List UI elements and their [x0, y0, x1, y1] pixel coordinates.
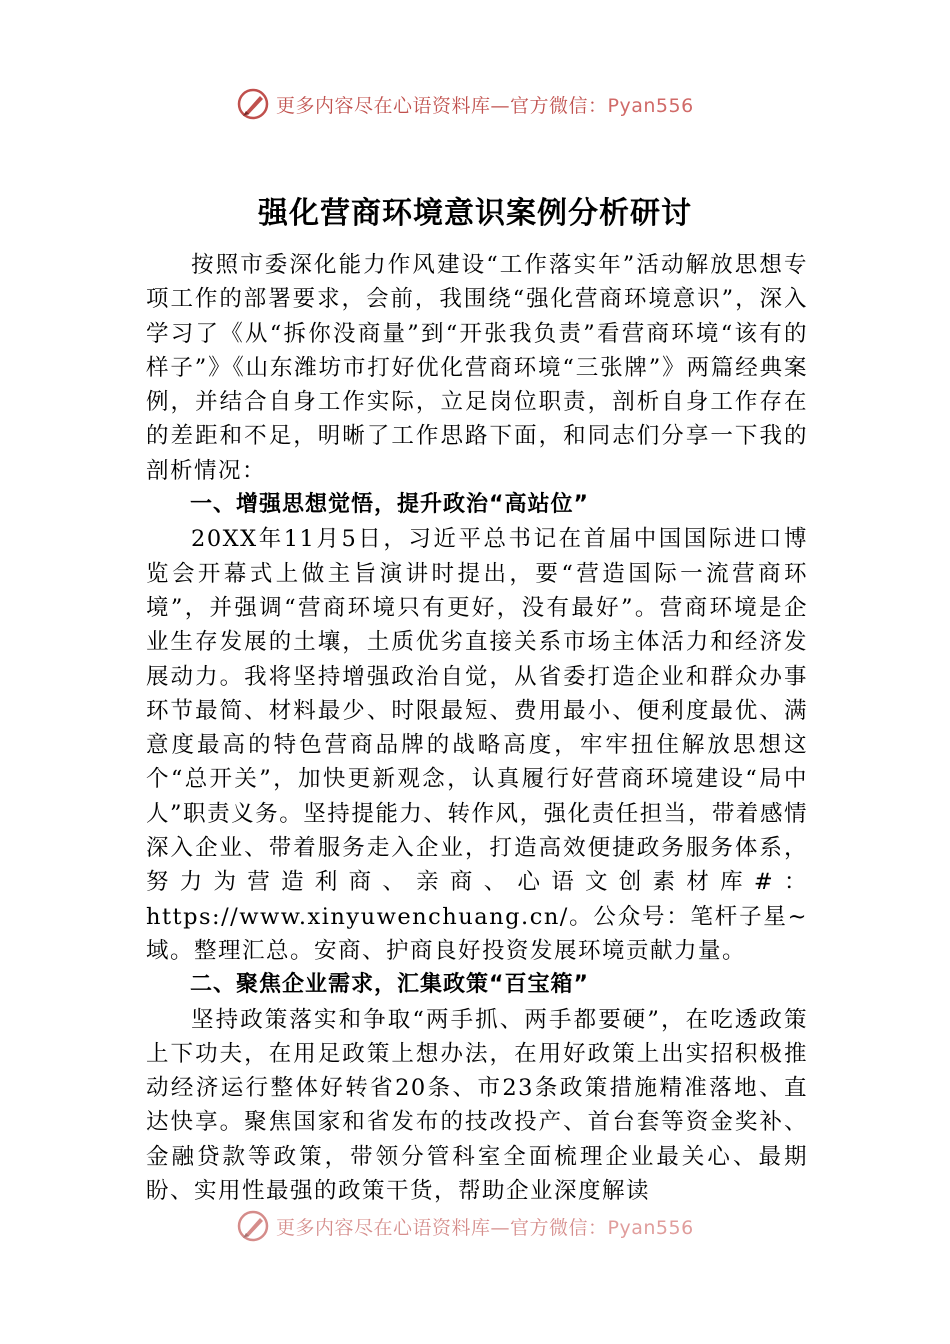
- section-1-heading: 一、增强思想觉悟，提升政治“高站位”: [190, 492, 589, 518]
- header-banner: [236, 86, 694, 122]
- banner-label: 更多内容尽在心语资料库—官方微信：: [276, 94, 608, 117]
- footer-banner: [236, 1208, 694, 1244]
- quill-pen-logo-icon: [236, 1209, 270, 1243]
- banner-label: 更多内容尽在心语资料库—官方微信：: [276, 1216, 608, 1239]
- intro-paragraph: 按照市委深化能力作风建设“工作落实年”活动解放思想专项工作的部署要求，会前，我围绕“强化营商环境意识”，深入学习了《从“拆你没商量”到“开张我负责”看营商环境“该有的样子”》《山东潍坊市打好优化营商环境“三张牌”》两篇经典案例，并结合自身工作实际，立足岗位职责，剖析自身工作存在的差距和不足，明晰了工作思路下面，和同志们分享一下我的剖析情况：: [146, 252, 808, 484]
- document-body: [146, 248, 808, 1208]
- banner-text: [276, 91, 694, 118]
- document-title: 强化营商环境意识案例分析研讨: [258, 196, 692, 231]
- quill-pen-logo-icon: [236, 87, 270, 121]
- banner-wechat-id: Pyan556: [607, 1216, 694, 1239]
- banner-text: [276, 1213, 694, 1240]
- section-1-paragraph: 20XX年11月5日，习近平总书记在首届中国国际进口博览会开幕式上做主旨演讲时提出，要“营造国际一流营商环境”，并强调“营商环境只有更好，没有最好”。营商环境是企业生存发展的土壤，土质优劣直接关系市场主体活力和经济发展动力。我将坚持增强政治自觉，从省委打造企业和群众办事环节最简、材料最少、时限最短、费用最小、便利度最优、满意度最高的特色营商品牌的战略高度，牢牢扭住解放思想这个“总开关”，加快更新观念，认真履行好营商环境建设“局中人”职责义务。坚持提能力、转作风，强化责任担当，带着感情深入企业、带着服务走入企业，打造高效便捷政务服务体系，努力为营造利商、亲商、心语文创素材库#：https://www.xinyuwenchuang.cn/。公众号：笔杆子星~域。整理汇总。安商、护商良好投资发展环境贡献力量。: [146, 526, 808, 964]
- section-2-heading: 二、聚焦企业需求，汇集政策“百宝箱”: [190, 972, 589, 998]
- banner-wechat-id: Pyan556: [607, 94, 694, 117]
- section-2-paragraph: 坚持政策落实和争取“两手抓、两手都要硬”，在吃透政策上下功夫，在用足政策上想办法，在用好政策上出实招积极推动经济运行整体好转省20条、市23条政策措施精准落地、直达快享。聚焦国家和省发布的技改投产、首台套等资金奖补、金融贷款等政策，带领分管科室全面梳理企业最关心、最期盼、实用性最强的政策干货，帮助企业深度解读: [146, 1006, 808, 1205]
